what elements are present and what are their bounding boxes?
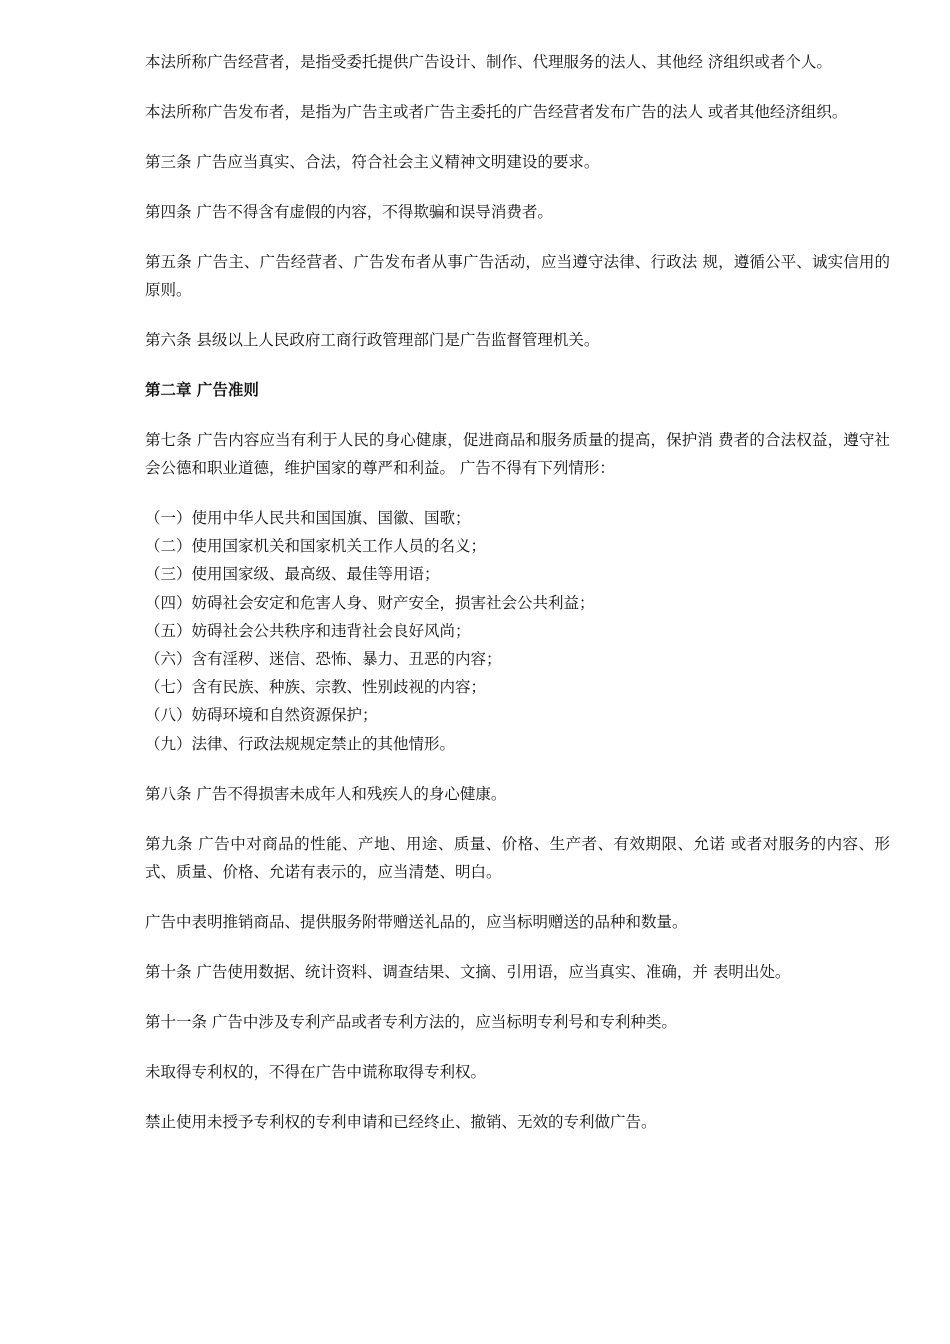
list-item: （八）妨碍环境和自然资源保护； bbox=[145, 706, 378, 725]
article-11: 第十一条 广告中涉及专利产品或者专利方法的，应当标明专利号和专利种类。 bbox=[145, 1012, 677, 1031]
paragraph-gifts: 广告中表明推销商品、提供服务附带赠送礼品的，应当标明赠送的品种和数量。 bbox=[145, 912, 688, 931]
article-10: 第十条 广告使用数据、统计资料、调查结果、文摘、引用语，应当真实、准确，并 表明出处。 bbox=[145, 962, 791, 981]
prohibited-list bbox=[145, 504, 890, 758]
paragraph-patent-prohibition: 禁止使用未授予专利权的专利申请和已经终止、撤销、无效的专利做广告。 bbox=[145, 1112, 657, 1131]
article-6: 第六条 县级以上人民政府工商行政管理部门是广告监督管理机关。 bbox=[145, 331, 600, 349]
list-item: （四）妨碍社会安定和危害人身、财产安全，损害社会公共利益； bbox=[145, 593, 595, 612]
document-page bbox=[145, 48, 890, 1158]
paragraph-ad-operator: 本法所称广告经营者，是指受委托提供广告设计、制作、代理服务的法人、其他经 济组织或者个人。 bbox=[145, 53, 832, 71]
chapter-heading: 第二章 广告准则 bbox=[145, 380, 259, 399]
paragraph-no-patent: 未取得专利权的，不得在广告中谎称取得专利权。 bbox=[145, 1062, 487, 1081]
article-4: 第四条 广告不得含有虚假的内容，不得欺骗和误导消费者。 bbox=[145, 203, 553, 221]
list-item: （九）法律、行政法规规定禁止的其他情形。 bbox=[145, 734, 456, 753]
list-item: （五）妨碍社会公共秩序和违背社会良好风尚； bbox=[145, 621, 471, 640]
list-item: （三）使用国家级、最高级、最佳等用语； bbox=[145, 565, 440, 584]
article-3: 第三条 广告应当真实、合法，符合社会主义精神文明建设的要求。 bbox=[145, 153, 600, 171]
paragraph-ad-publisher: 本法所称广告发布者，是指为广告主或者广告主委托的广告经营者发布广告的法人 或者其他经济组织。 bbox=[145, 103, 848, 121]
article-5: 第五条 广告主、广告经营者、广告发布者从事广告活动，应当遵守法律、行政法 规，遵循公平、诚实信用的原则。 bbox=[145, 253, 890, 299]
article-7: 第七条 广告内容应当有利于人民的身心健康，促进商品和服务质量的提高，保护消 费者的合法权益，遵守社会公德和职业道德，维护国家的尊严和利益。 广告不得有下列情形： bbox=[145, 431, 890, 477]
article-8: 第八条 广告不得损害未成年人和残疾人的身心健康。 bbox=[145, 784, 507, 803]
article-9: 第九条 广告中对商品的性能、产地、用途、质量、价格、生产者、有效期限、允诺 或者对服务的内容、形式、质量、价格、允诺有表示的，应当清楚、明白。 bbox=[145, 834, 890, 881]
list-item: （六）含有淫秽、迷信、恐怖、暴力、丑恶的内容； bbox=[145, 650, 502, 669]
list-item: （二）使用国家机关和国家机关工作人员的名义； bbox=[145, 537, 487, 556]
list-item: （一）使用中华人民共和国国旗、国徽、国歌； bbox=[145, 509, 471, 527]
list-item: （七）含有民族、种族、宗教、性别歧视的内容； bbox=[145, 678, 487, 697]
